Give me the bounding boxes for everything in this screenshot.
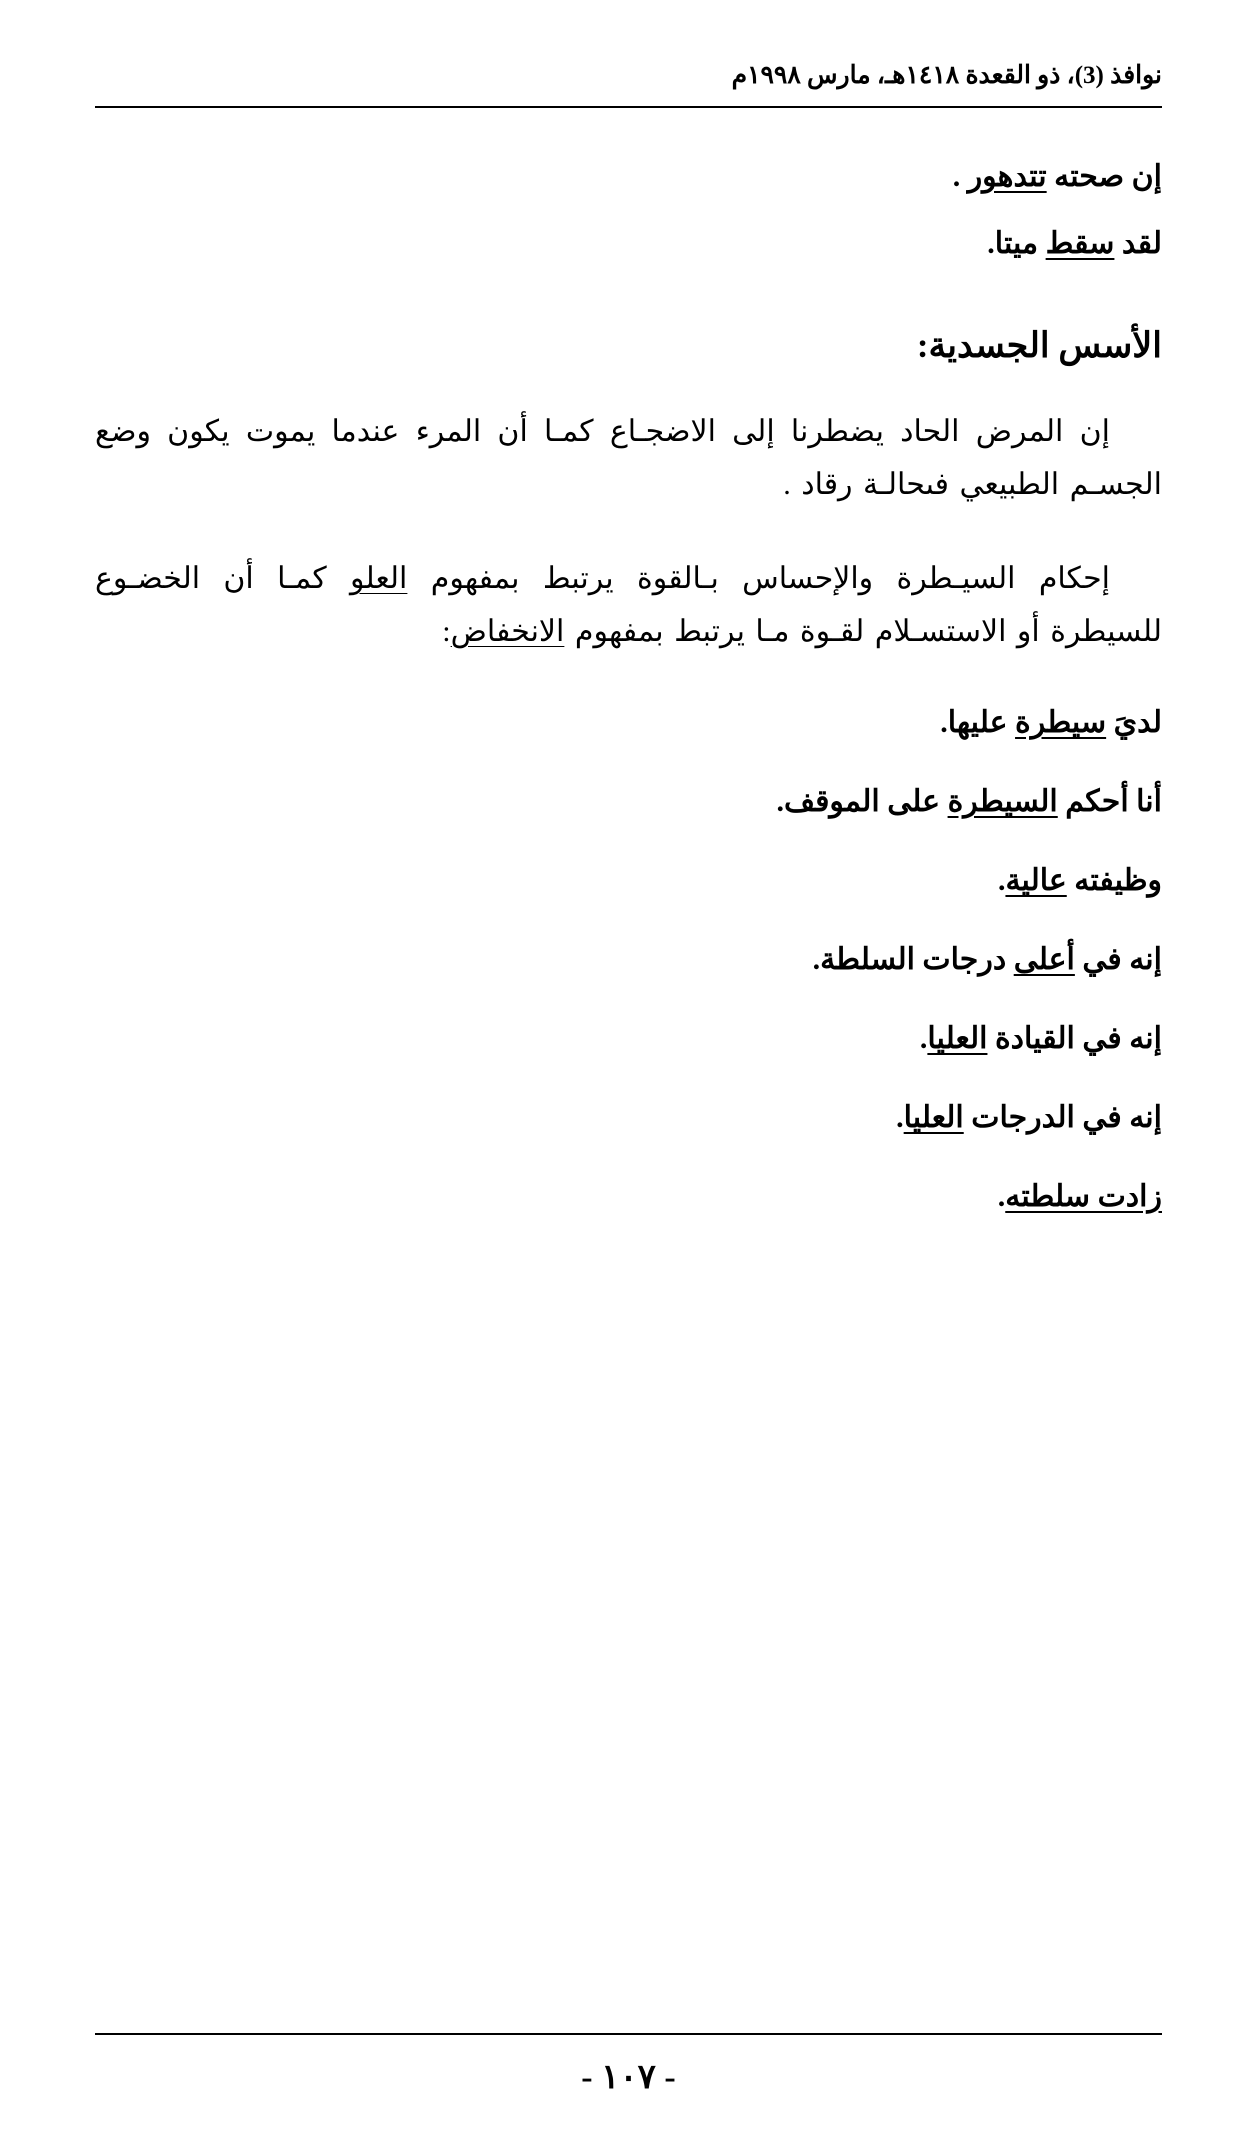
example-text-before: أنا أحكم <box>1057 785 1162 818</box>
footer-divider <box>95 2033 1162 2035</box>
example-text-underlined: العليا <box>927 1022 988 1055</box>
example-text-before: إن صحته <box>1046 160 1162 193</box>
example-sentence <box>95 221 1162 266</box>
example-text-before: إنه في القيادة <box>987 1022 1162 1055</box>
paragraph-text: إن المرض الحاد يضطرنا إلى الاضجـاع كمـا أن المرء عندما يموت يكون وضع الجسـم الطبيعي فىحالـة رقاد . <box>95 415 1162 501</box>
running-header-text: نوافذ (3)، ذو القعدة ١٤١٨هـ، مارس ١٩٩٨م <box>731 62 1162 89</box>
paragraph-text-part-one: إحكام السيـطرة والإحساس بـالقوة يرتبط بمفهوم <box>407 562 1110 595</box>
example-text-underlined: السيطرة <box>947 785 1058 818</box>
example-text-underlined: زادت سلطته <box>1005 1180 1162 1213</box>
body-text <box>95 108 1162 1219</box>
example-text-before: إنه في <box>1074 943 1162 976</box>
running-header <box>95 60 1162 104</box>
example-text-after: . <box>896 1101 904 1134</box>
list-item <box>95 937 1162 982</box>
paragraph-text-underlined-two: الانخفاض <box>450 614 565 648</box>
example-text-underlined: تتدهور <box>967 160 1047 193</box>
example-text-underlined: سيطرة <box>1015 706 1107 739</box>
example-text-before: إنه في الدرجات <box>963 1101 1162 1134</box>
example-text-before: لقد <box>1114 227 1162 260</box>
example-text-after: درجات السلطة. <box>812 943 1014 976</box>
paragraph-text-underlined-one: العلو <box>350 562 408 595</box>
example-text-after: . <box>952 160 968 193</box>
example-text-underlined: سقط <box>1045 227 1115 260</box>
section-heading: الأسس الجسدية: <box>916 326 1162 365</box>
paragraph <box>95 406 1162 511</box>
list-item <box>95 779 1162 824</box>
paragraph-text-part-two: كمـا أن الخضـوع للسيطرة أو الاستسـلام لقـوة مـا يرتبط بمفهوم <box>95 562 1162 648</box>
example-text-before: وظيفته <box>1066 864 1162 897</box>
list-item <box>95 700 1162 745</box>
list-item <box>95 858 1162 903</box>
example-text-before: لديَ <box>1106 706 1162 739</box>
page-footer <box>95 2033 1162 2097</box>
list-item <box>95 1174 1162 1219</box>
paragraph-text-part-three: : <box>442 614 451 648</box>
example-text-after: . <box>997 864 1006 897</box>
example-text-after: عليها. <box>940 706 1016 739</box>
list-item <box>95 1095 1162 1140</box>
paragraph <box>95 553 1162 658</box>
example-text-underlined: أعلى <box>1013 943 1075 976</box>
example-text-after: . <box>919 1022 928 1055</box>
example-text-after: على الموقف. <box>776 785 948 818</box>
example-text-after: ميتا. <box>987 227 1046 260</box>
page-content <box>95 60 1162 2105</box>
list-item <box>95 1016 1162 1061</box>
example-list <box>95 700 1162 1219</box>
example-sentence <box>95 154 1162 199</box>
example-text-underlined: العليا <box>903 1101 964 1134</box>
example-text-underlined: عالية <box>1005 864 1067 897</box>
example-text-after: . <box>997 1180 1006 1213</box>
page-number: - ١٠٧ - <box>581 2059 676 2096</box>
